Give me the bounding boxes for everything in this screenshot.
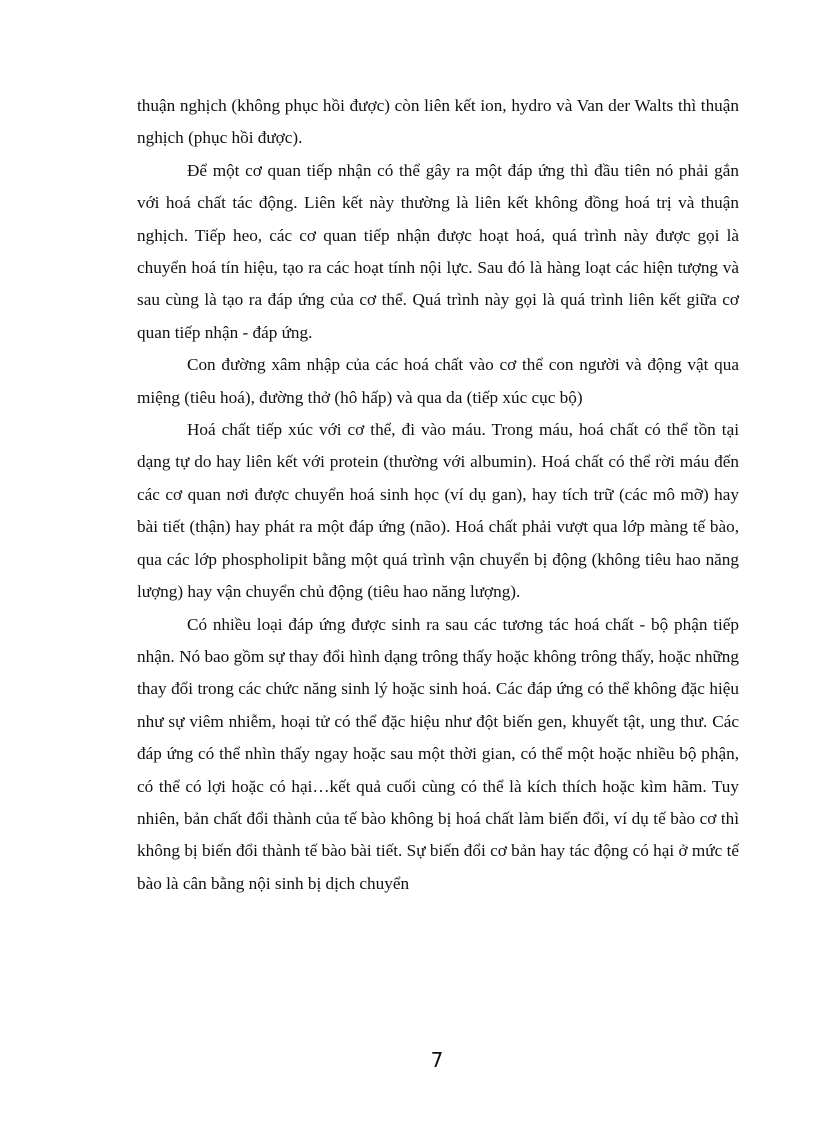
page-number: 7 bbox=[430, 1048, 444, 1072]
page-body bbox=[137, 90, 739, 900]
paragraph-blood-transport: Hoá chất tiếp xúc với cơ thể, đi vào máu. Trong máu, hoá chất có thể tồn tại dạng tự do hay liên kết với protein (thường với albumin). Hoá chất có thể rời máu đến các cơ quan nơi được chuyển hoá sinh học (ví dụ gan), hay tích trữ (các mô mỡ) hay bài tiết (thận) hay phát ra một đáp ứng (não). Hoá chất phải vượt qua lớp màng tế bào, qua các lớp phospholipit bằng một quá trình vận chuyển bị động (không tiêu hao năng lượng) hay vận chuyển chủ động (tiêu hao năng lượng). bbox=[137, 420, 739, 602]
paragraph-response-types: Có nhiều loại đáp ứng được sinh ra sau các tương tác hoá chất - bộ phận tiếp nhận. Nó bao gồm sự thay đổi hình dạng trông thấy hoặc không trông thấy, hoặc những thay đổi trong các chức năng sinh lý hoặc sinh hoá. Các đáp ứng có thể không đặc hiệu như sự viêm nhiễm, hoại tử có thể đặc hiệu như đột biến gen, khuyết tật, ung thư. Các đáp ứng có thể nhìn thấy ngay hoặc sau một thời gian, có thể một hoặc nhiều bộ phận, có thể có lợi hoặc có hại…kết quả cuối cùng có thể là kích thích hoặc kìm hãm. Tuy nhiên, bản chất đổi thành của tế bào không bị hoá chất làm biến đổi, ví dụ tế bào cơ thì không bị biến đổi thành tế bào bài tiết. Sự biến đổi cơ bản hay tác động có hại ở mức tế bào là cân bằng nội sinh bị dịch chuyển bbox=[137, 614, 739, 893]
paragraph-continuation: thuận nghịch (không phục hồi được) còn liên kết ion, hydro và Van der Walts thì thuận nghịch (phục hồi được). bbox=[137, 96, 739, 148]
paragraph-receptor-binding: Để một cơ quan tiếp nhận có thể gây ra một đáp ứng thì đầu tiên nó phải gắn với hoá chất tác động. Liên kết này thường là liên kết không đồng hoá trị và thuận nghịch. Tiếp heo, các cơ quan tiếp nhận được hoạt hoá, quá trình này được gọi là chuyển hoá tín hiệu, tạo ra các hoạt tính nội lực. Sau đó là hàng loạt các hiện tượng và sau cùng là tạo ra đáp ứng của cơ thể. Quá trình này gọi là quá trình liên kết giữa cơ quan tiếp nhận - đáp ứng. bbox=[137, 160, 739, 342]
paragraph-exposure-routes: Con đường xâm nhập của các hoá chất vào cơ thể con người và động vật qua miệng (tiêu hoá), đường thở (hô hấp) và qua da (tiếp xúc cục bộ) bbox=[137, 355, 739, 407]
